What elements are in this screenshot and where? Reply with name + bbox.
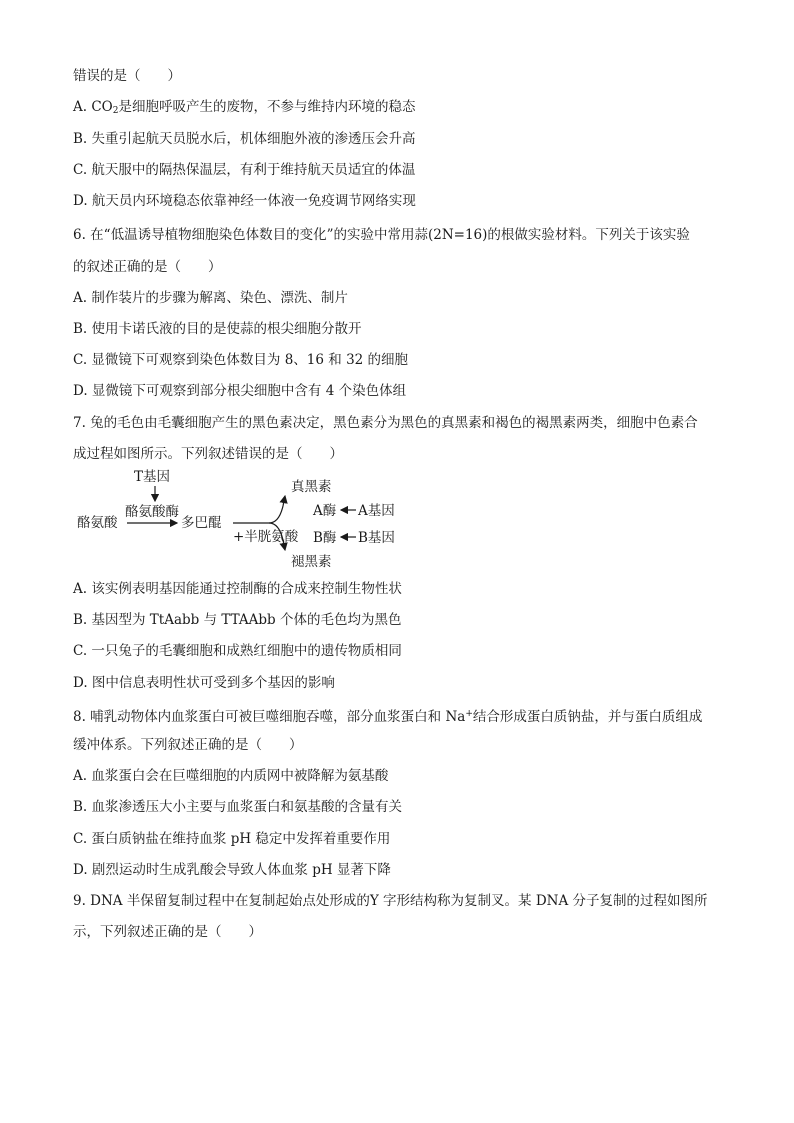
q5-option-c: C. 航天服中的隔热保温层，有利于维持航天员适宜的体温 (73, 162, 416, 178)
q8-stem-line2: 缓冲体系。下列叙述正确的是（ ） (73, 737, 303, 753)
diagram-t-gene-label: T基因 (134, 469, 171, 485)
diagram-dopaquinone-label: 多巴醌 (181, 515, 222, 531)
q5-option-a (73, 97, 415, 121)
diagram-gene-b-label: B基因 (358, 530, 395, 546)
q6-option-a: A. 制作装片的步骤为解离、染色、漂洗、制片 (73, 290, 348, 306)
diagram-cysteine-label: +半胱氨酸 (233, 529, 299, 545)
q5-stem-tail: 错误的是（ ） (73, 68, 181, 84)
q9-stem-line2: 示，下列叙述正确的是（ ） (73, 924, 262, 940)
diagram-gene-a-label: A基因 (358, 503, 395, 519)
q6-option-b: B. 使用卡诺氏液的目的是使蒜的根尖细胞分散开 (73, 321, 362, 337)
diagram-eumelanin-label: 真黑素 (291, 479, 332, 495)
q8-stem-line1-sup: + (465, 709, 473, 719)
q5-option-d: D. 航天员内环境稳态依靠神经一体液一免疫调节网络实现 (73, 193, 416, 209)
q7-option-b: B. 基因型为 TtAabb 与 TTAAbb 个体的毛色均为黑色 (73, 612, 402, 628)
q8-option-d: D. 剧烈运动时生成乳酸会导致人体血浆 pH 显著下降 (73, 862, 391, 878)
diagram-branch-up (269, 496, 285, 523)
q6-option-d: D. 显微镜下可观察到部分根尖细胞中含有 4 个染色体组 (73, 383, 407, 399)
q7-option-d: D. 图中信息表明性状可受到多个基因的影响 (73, 675, 335, 691)
q9-stem-line1: 9. DNA 半保留复制过程中在复制起始点处形成的Y 字形结构称为复制叉。某 DNA 分子复制的过程如图所 (73, 893, 708, 909)
pigment-synthesis-diagram (73, 466, 413, 570)
q8-option-c: C. 蛋白质钠盐在维持血浆 pH 稳定中发挥着重要作用 (73, 831, 391, 847)
q8-option-b: B. 血浆渗透压大小主要与血浆蛋白和氨基酸的含量有关 (73, 799, 403, 815)
q8-stem-line1-post: 结合形成蛋白质钠盐，并与蛋白质组成 (472, 709, 703, 725)
q8-stem-line1-pre: 8. 哺乳动物体内血浆蛋白可被巨噬细胞吞噬，部分血浆蛋白和 Na (73, 709, 466, 725)
q8-stem-line1 (73, 704, 702, 727)
diagram-tyrosine-label: 酪氨酸 (77, 515, 118, 531)
q8-option-a: A. 血浆蛋白会在巨噬细胞的内质网中被降解为氨基酸 (73, 768, 389, 784)
q6-stem-line2: 的叙述正确的是（ ） (73, 259, 222, 275)
q7-stem-line2: 成过程如图所示。下列叙述错误的是（ ） (73, 446, 343, 462)
q5-option-a-text: 是细胞呼吸产生的废物，不参与维持内环境的稳态 (118, 99, 416, 115)
diagram-enzyme-b-label: B酶 (313, 530, 337, 546)
diagram-tyrosinase-label: 酪氨酸酶 (125, 504, 179, 520)
diagram-enzyme-a-label: A酶 (313, 503, 337, 519)
q7-option-c: C. 一只兔子的毛囊细胞和成熟红细胞中的遗传物质相同 (73, 643, 402, 659)
q6-stem-line1: 6. 在“低温诱导植物细胞染色体数目的变化”的实验中常用蒜(2N=16)的根做实验材料。下列关于该实验 (73, 227, 690, 243)
q5-option-b: B. 失重引起航天员脱水后，机体细胞外液的渗透压会升高 (73, 131, 416, 147)
diagram-pheomelanin-label: 褪黑素 (291, 554, 332, 570)
q6-option-c: C. 显微镜下可观察到染色体数目为 8、16 和 32 的细胞 (73, 352, 409, 368)
q5-option-a-prefix: A. CO (73, 99, 113, 115)
q5-option-a-subscript: 2 (112, 106, 119, 116)
q7-stem-line1: 7. 兔的毛色由毛囊细胞产生的黑色素决定，黑色素分为黑色的真黑素和褐色的褐黑素两类，细胞中色素合 (73, 415, 698, 431)
q7-option-a: A. 该实例表明基因能通过控制酶的合成来控制生物性状 (73, 581, 402, 597)
